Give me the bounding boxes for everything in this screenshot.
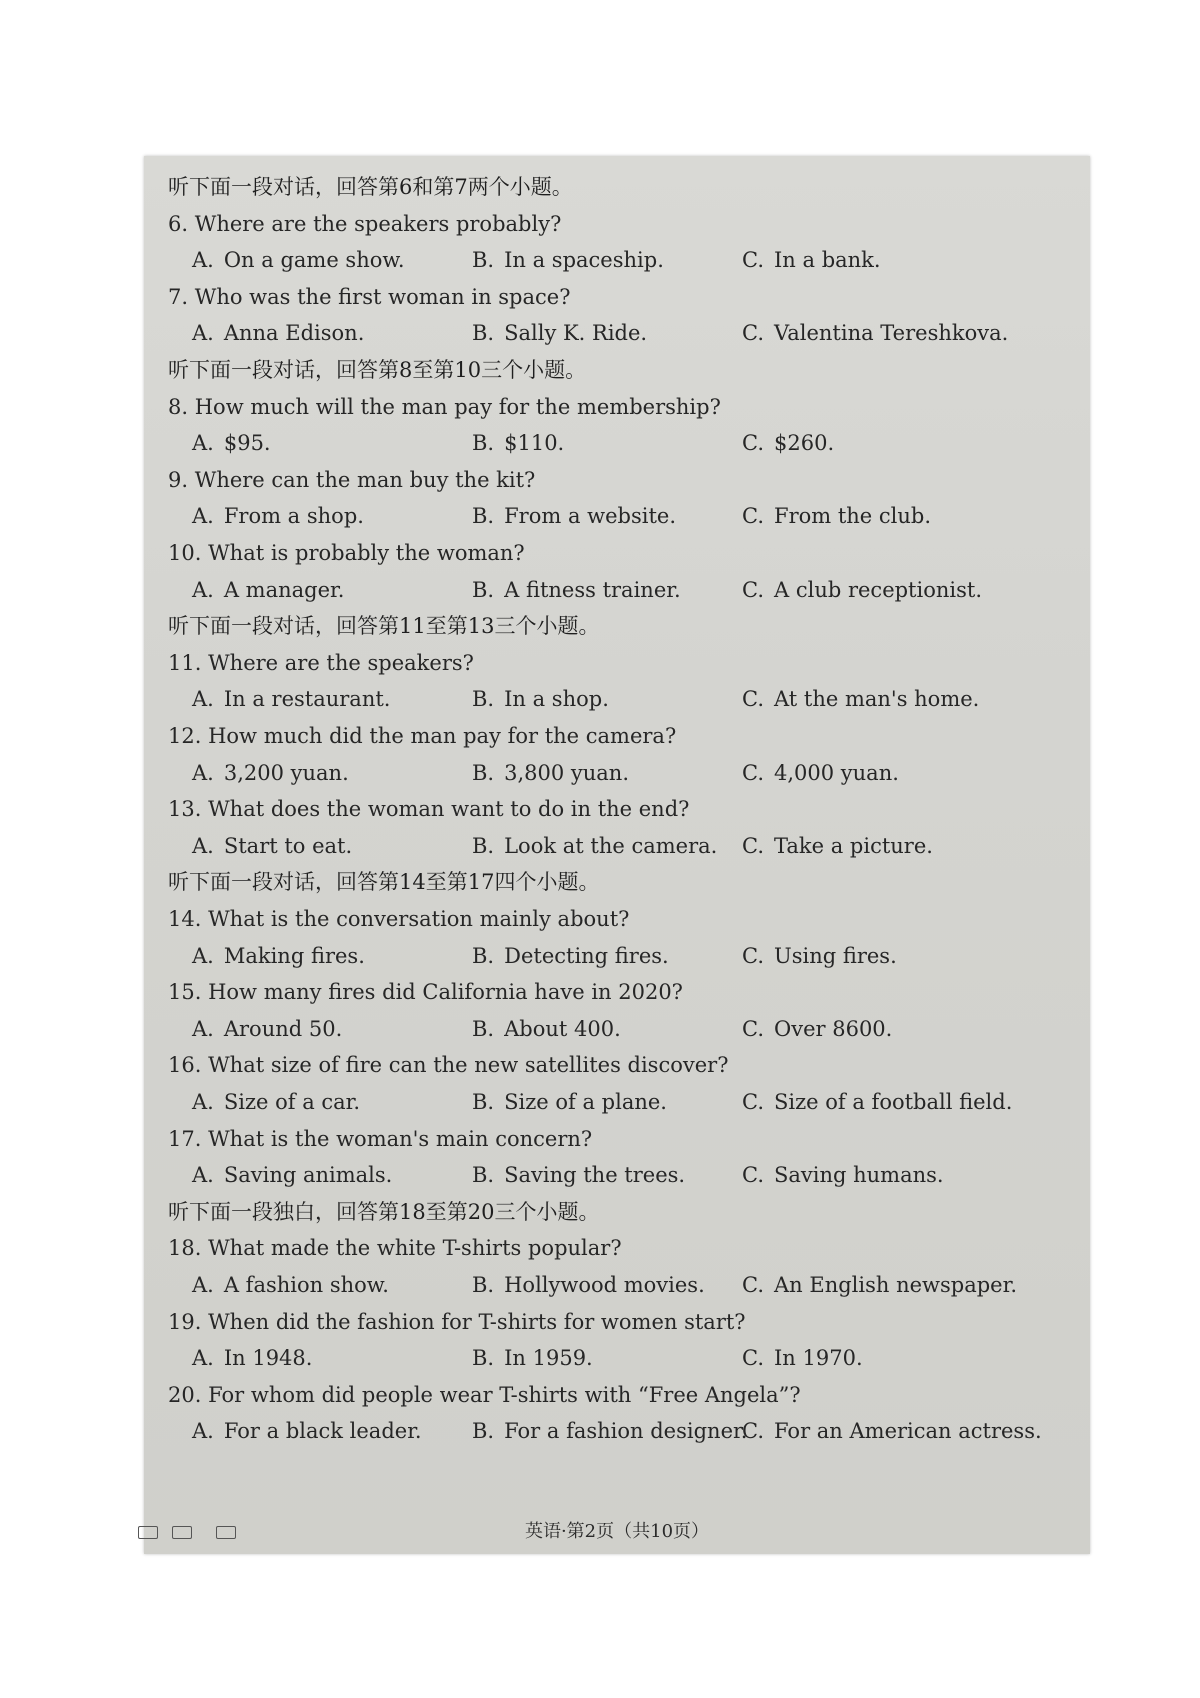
question-number: 11.: [168, 650, 202, 675]
option-label: A.: [192, 504, 214, 529]
option-b: [472, 424, 564, 462]
option-text: Saving animals.: [223, 1163, 393, 1188]
option-label: C.: [742, 1163, 764, 1188]
option-b: [472, 1412, 747, 1450]
answer-options: [144, 1156, 1090, 1194]
option-text: In a restaurant.: [223, 687, 391, 712]
question-stem: [144, 278, 1090, 316]
option-c: [742, 827, 933, 865]
option-label: A.: [192, 1419, 214, 1444]
question-stem: [144, 900, 1090, 938]
option-text: Valentina Tereshkova.: [774, 321, 1009, 346]
option-text: Size of a car.: [223, 1090, 361, 1114]
question-stem: [144, 534, 1090, 572]
option-text: On a game show.: [223, 248, 405, 273]
question-text: [168, 388, 721, 426]
question-prompt: How much will the man pay for the membership?: [194, 394, 721, 419]
section-heading: 听下面一段对话，回答第8至第10三个小题。: [168, 358, 587, 382]
question-stem: [144, 388, 1090, 426]
option-label: B.: [472, 760, 495, 785]
option-label: A.: [192, 248, 214, 273]
option-a: [192, 827, 352, 865]
option-text: From a website.: [504, 504, 677, 529]
option-text: From a shop.: [223, 504, 364, 529]
option-text: Hollywood movies.: [504, 1273, 705, 1297]
page-footer: [144, 1514, 1090, 1550]
option-label: B.: [472, 577, 495, 602]
option-label: C.: [742, 1419, 764, 1444]
option-b: [472, 827, 717, 865]
option-label: B.: [472, 1346, 495, 1371]
option-label: C.: [742, 1090, 764, 1114]
option-label: A.: [192, 833, 214, 858]
option-label: A.: [192, 1346, 214, 1371]
option-label: A.: [192, 1016, 214, 1041]
section-heading: 听下面一段独白，回答第18至第20三个小题。: [168, 1199, 600, 1224]
question-stem: [144, 1229, 1090, 1267]
option-label: B.: [472, 248, 495, 273]
option-text: About 400.: [504, 1016, 621, 1041]
option-a: [192, 241, 405, 279]
question-prompt: What is probably the woman?: [208, 541, 525, 565]
option-text: $260.: [774, 431, 835, 456]
option-label: C.: [742, 248, 764, 273]
option-c: [742, 937, 897, 975]
exam-page: [144, 156, 1090, 1554]
option-label: C.: [742, 577, 764, 602]
question-prompt: How many fires did California have in 2020?: [208, 980, 683, 1005]
option-label: C.: [742, 760, 764, 785]
option-a: [192, 424, 271, 462]
answer-options: [144, 497, 1090, 535]
question-stem: [144, 1303, 1090, 1341]
option-text: In a bank.: [774, 248, 881, 273]
option-label: B.: [472, 1273, 495, 1297]
question-number: 10.: [168, 541, 202, 565]
option-label: B.: [472, 1163, 495, 1188]
option-label: C.: [742, 833, 764, 858]
option-text: Saving the trees.: [504, 1163, 686, 1188]
question-number: 12.: [168, 724, 202, 748]
option-text: In 1948.: [223, 1346, 313, 1371]
option-label: A.: [192, 1273, 214, 1297]
question-text: [168, 278, 570, 316]
option-text: Making fires.: [223, 943, 365, 968]
section-heading: 听下面一段对话，回答第14至第17四个小题。: [168, 870, 600, 895]
option-label: B.: [472, 431, 495, 456]
option-a: [192, 1156, 392, 1194]
option-label: A.: [192, 431, 214, 456]
question-number: 19.: [168, 1309, 202, 1334]
option-c: [742, 1412, 1042, 1450]
option-b: [472, 1339, 593, 1377]
option-text: In 1970.: [774, 1346, 863, 1371]
option-c: [742, 497, 931, 535]
option-text: In 1959.: [504, 1346, 593, 1371]
option-label: A.: [192, 321, 214, 346]
question-text: [168, 534, 525, 572]
question-stem: [144, 1120, 1090, 1158]
option-a: [192, 497, 364, 535]
question-stem: [144, 790, 1090, 828]
option-label: C.: [742, 1273, 764, 1297]
question-prompt: How much did the man pay for the camera?: [208, 724, 677, 748]
answer-options: [144, 1266, 1090, 1304]
option-text: Over 8600.: [774, 1016, 893, 1041]
question-text: [168, 1120, 592, 1158]
question-number: 20.: [168, 1382, 202, 1407]
option-text: $95.: [223, 431, 271, 456]
answer-options: [144, 754, 1090, 792]
option-b: [472, 754, 629, 792]
option-b: [472, 314, 647, 352]
option-b: [472, 680, 609, 718]
question-text: [168, 205, 561, 243]
question-prompt: For whom did people wear T-shirts with “Free Angela”?: [208, 1382, 801, 1407]
option-label: C.: [742, 943, 764, 968]
question-number: 17.: [168, 1126, 202, 1151]
option-c: [742, 314, 1008, 352]
answer-options: [144, 571, 1090, 609]
question-prompt: What does the woman want to do in the end?: [208, 797, 690, 822]
option-label: C.: [742, 1016, 764, 1041]
option-c: [742, 1010, 892, 1048]
option-text: A fashion show.: [223, 1273, 389, 1297]
option-text: Saving humans.: [774, 1163, 944, 1188]
answer-options: [144, 1083, 1090, 1121]
question-stem: [144, 973, 1090, 1011]
question-text: [168, 1229, 622, 1267]
option-text: Around 50.: [223, 1016, 343, 1041]
option-label: A.: [192, 943, 214, 968]
answer-options: [144, 1339, 1090, 1377]
question-number: 13.: [168, 797, 202, 822]
question-prompt: Where can the man buy the kit?: [194, 467, 536, 492]
option-text: A manager.: [223, 577, 345, 602]
option-b: [472, 1156, 685, 1194]
option-a: [192, 1266, 389, 1304]
option-text: For a fashion designer.: [504, 1419, 748, 1444]
option-label: C.: [742, 431, 764, 456]
option-text: In a spaceship.: [504, 248, 664, 273]
option-text: At the man's home.: [774, 687, 980, 712]
option-b: [472, 1010, 621, 1048]
option-b: [472, 937, 669, 975]
question-prompt: Where are the speakers probably?: [194, 211, 562, 236]
option-b: [472, 1266, 705, 1304]
option-label: A.: [192, 687, 214, 712]
question-text: [168, 790, 689, 828]
question-number: 15.: [168, 980, 202, 1005]
option-text: A club receptionist.: [774, 577, 982, 602]
question-number: 7.: [168, 284, 189, 309]
option-label: A.: [192, 760, 214, 785]
option-label: B.: [472, 687, 495, 712]
question-number: 14.: [168, 907, 202, 931]
question-text: [168, 1046, 728, 1084]
option-label: A.: [192, 1163, 214, 1188]
option-text: Take a picture.: [774, 833, 933, 858]
option-text: Size of a football field.: [774, 1090, 1013, 1114]
option-text: 3,800 yuan.: [504, 760, 630, 785]
question-number: 16.: [168, 1053, 202, 1078]
question-stem: [144, 717, 1090, 755]
option-c: [742, 1339, 863, 1377]
option-c: [742, 241, 881, 279]
option-label: B.: [472, 321, 495, 346]
answer-options: [144, 1412, 1090, 1450]
option-text: Using fires.: [774, 943, 897, 968]
question-number: 8.: [168, 394, 189, 419]
question-number: 9.: [168, 467, 189, 492]
answer-options: [144, 241, 1090, 279]
answer-options: [144, 680, 1090, 718]
option-label: A.: [192, 1090, 214, 1114]
option-label: C.: [742, 504, 764, 529]
option-text: $110.: [504, 431, 565, 456]
question-prompt: What is the woman's main concern?: [208, 1126, 593, 1151]
option-c: [742, 424, 834, 462]
option-label: B.: [472, 833, 495, 858]
question-text: [168, 644, 474, 682]
option-text: Start to eat.: [223, 833, 353, 858]
answer-options: [144, 1010, 1090, 1048]
option-b: [472, 571, 681, 609]
option-c: [742, 754, 899, 792]
option-label: C.: [742, 1346, 764, 1371]
question-text: [168, 461, 535, 499]
option-a: [192, 1412, 422, 1450]
option-label: B.: [472, 1016, 495, 1041]
option-text: For a black leader.: [223, 1419, 422, 1444]
answer-options: [144, 314, 1090, 352]
question-prompt: Where are the speakers?: [208, 650, 474, 675]
option-label: B.: [472, 1090, 495, 1114]
question-text: [168, 1303, 746, 1341]
option-c: [742, 571, 982, 609]
option-text: Look at the camera.: [504, 833, 718, 858]
option-label: C.: [742, 321, 764, 346]
question-text: [168, 717, 676, 755]
question-prompt: When did the fashion for T-shirts for women start?: [208, 1309, 746, 1334]
option-text: In a shop.: [504, 687, 609, 712]
question-stem: [144, 205, 1090, 243]
question-text: [168, 900, 629, 938]
option-text: 3,200 yuan.: [223, 760, 349, 785]
option-text: Size of a plane.: [504, 1090, 667, 1114]
question-stem: [144, 1376, 1090, 1414]
question-number: 18.: [168, 1236, 202, 1261]
question-stem: [144, 461, 1090, 499]
option-text: Detecting fires.: [504, 943, 669, 968]
answer-options: [144, 424, 1090, 462]
option-text: From the club.: [774, 504, 932, 529]
question-text: [168, 1376, 801, 1414]
option-label: C.: [742, 687, 764, 712]
option-text: For an American actress.: [774, 1419, 1042, 1444]
option-label: B.: [472, 943, 495, 968]
option-a: [192, 937, 365, 975]
question-prompt: What size of fire can the new satellites discover?: [208, 1053, 729, 1078]
question-number: 6.: [168, 211, 189, 236]
answer-options: [144, 827, 1090, 865]
option-text: Anna Edison.: [223, 321, 365, 346]
question-stem: [144, 1046, 1090, 1084]
answer-options: [144, 937, 1090, 975]
question-prompt: What made the white T-shirts popular?: [208, 1236, 622, 1261]
option-c: [742, 1266, 1017, 1304]
section-heading: 听下面一段对话，回答第11至第13三个小题。: [168, 614, 600, 639]
option-b: [472, 241, 664, 279]
option-b: [472, 497, 676, 535]
section-heading: 听下面一段对话，回答第6和第7两个小题。: [168, 175, 573, 199]
option-text: Sally K. Ride.: [504, 321, 648, 346]
option-a: [192, 571, 344, 609]
option-c: [742, 680, 979, 718]
question-prompt: Who was the first woman in space?: [194, 284, 571, 309]
option-text: 4,000 yuan.: [774, 760, 899, 785]
option-text: A fitness trainer.: [504, 577, 681, 602]
option-a: [192, 314, 364, 352]
question-stem: [144, 644, 1090, 682]
option-label: B.: [472, 504, 495, 529]
option-label: A.: [192, 577, 214, 602]
option-c: [742, 1156, 944, 1194]
option-a: [192, 1339, 312, 1377]
page-number: 英语·第2页（共10页）: [524, 1521, 710, 1542]
option-a: [192, 680, 390, 718]
option-b: [472, 1083, 667, 1121]
option-a: [192, 1083, 360, 1121]
option-c: [742, 1083, 1012, 1121]
option-text: An English newspaper.: [774, 1273, 1018, 1297]
option-a: [192, 754, 349, 792]
question-text: [168, 973, 683, 1011]
option-label: B.: [472, 1419, 495, 1444]
question-prompt: What is the conversation mainly about?: [208, 907, 630, 931]
option-a: [192, 1010, 342, 1048]
